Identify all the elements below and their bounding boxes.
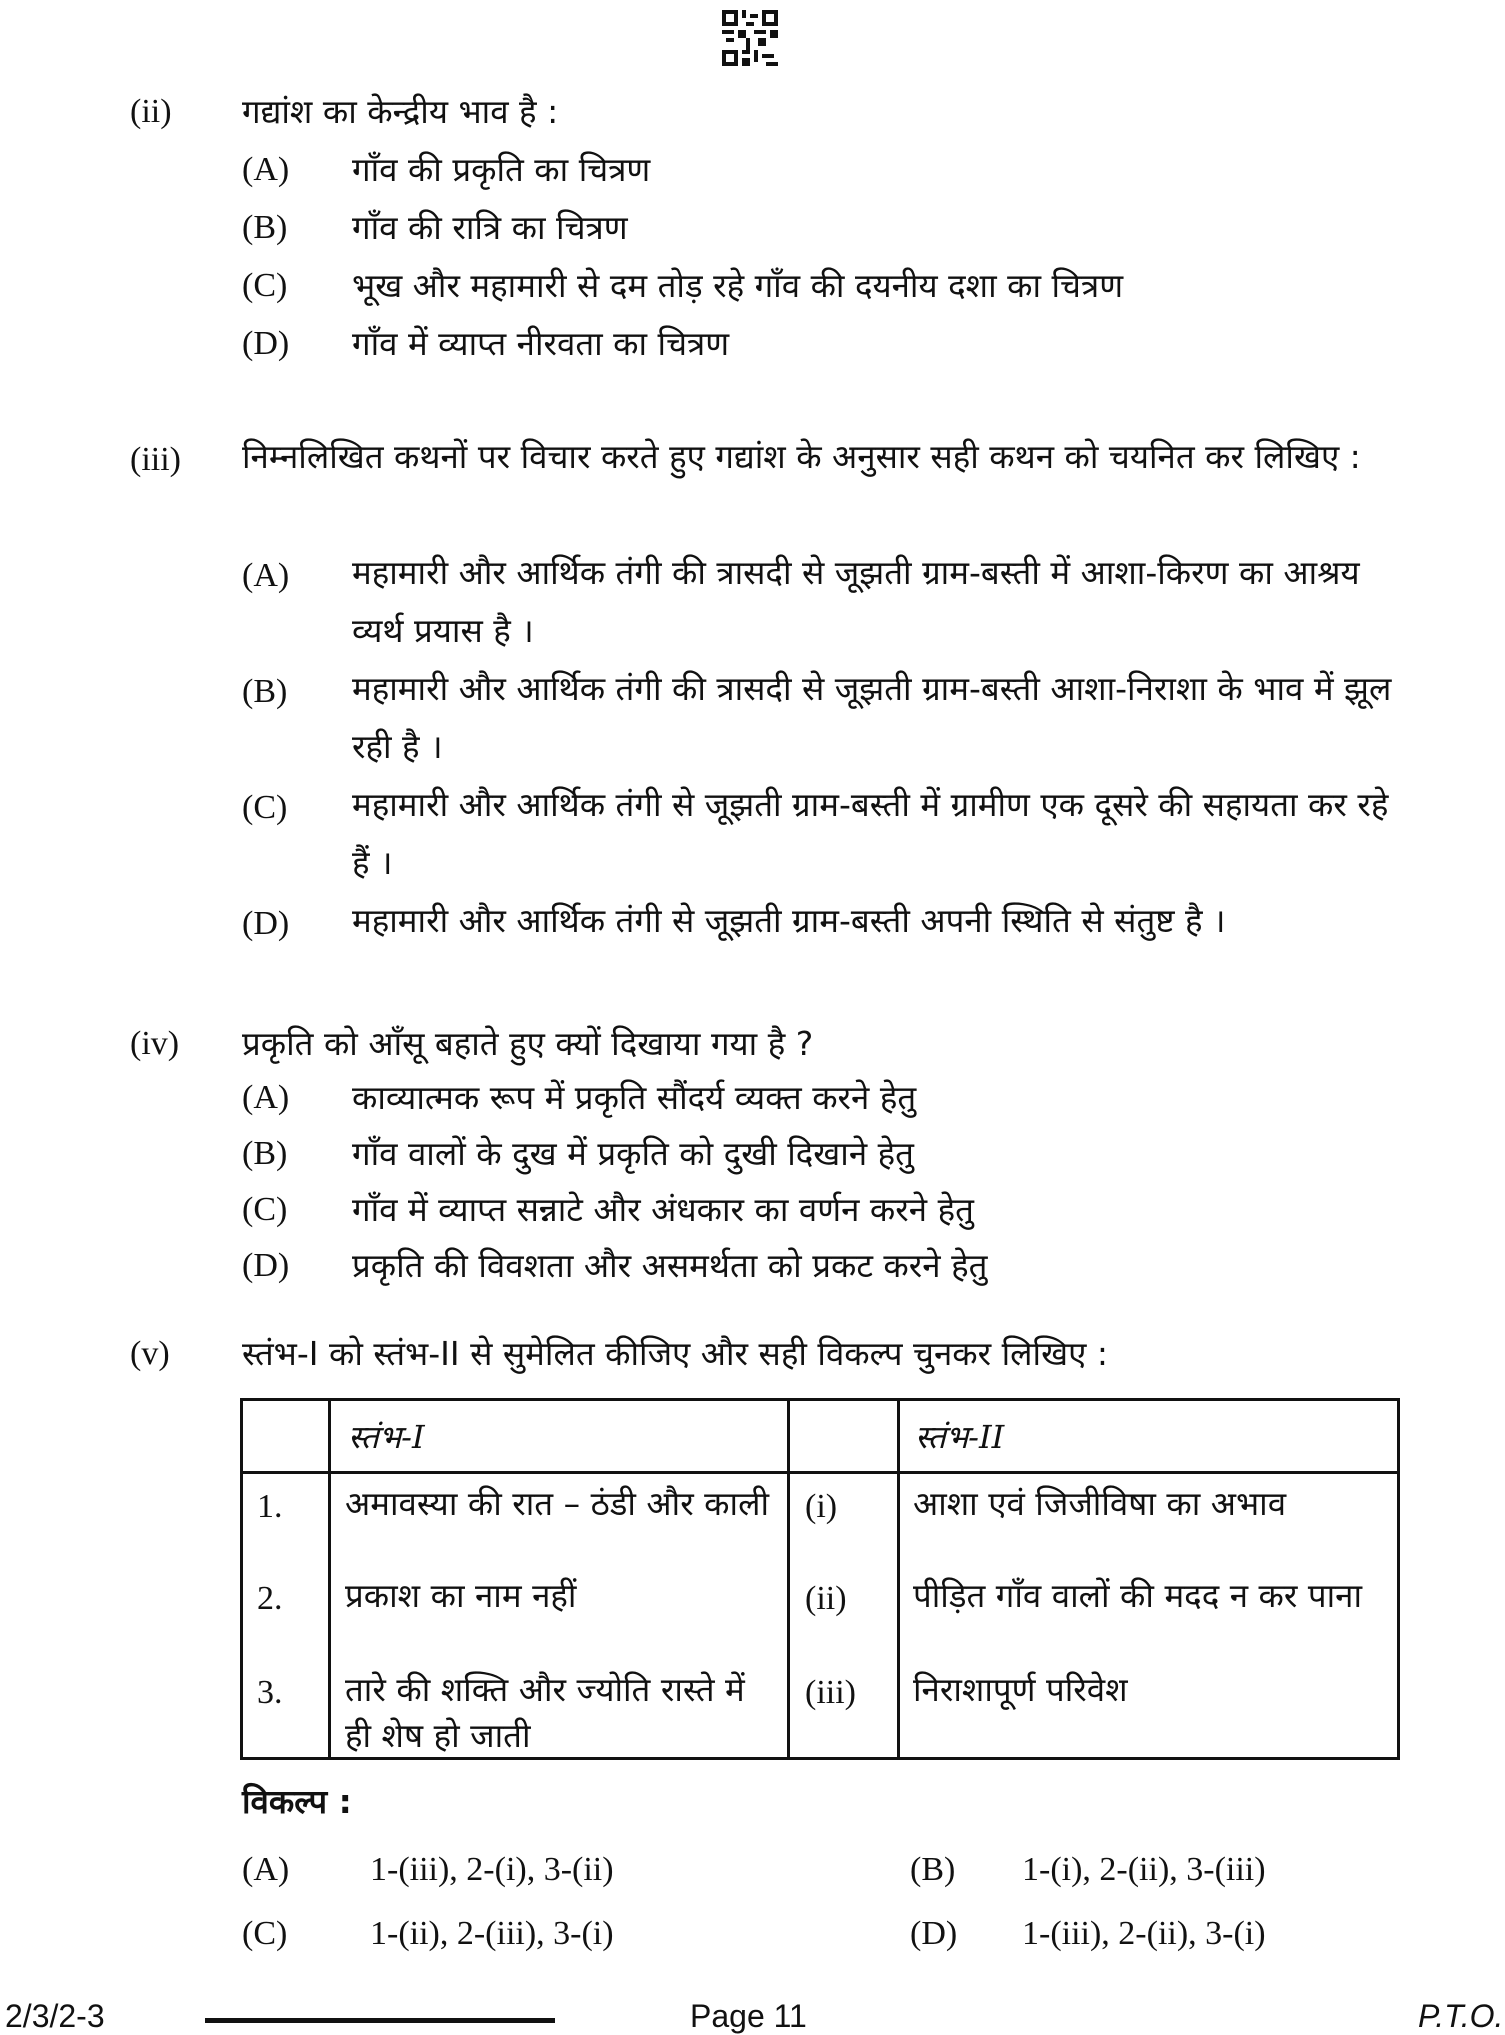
- column-header-1: स्तंभ-I: [348, 1418, 425, 1456]
- table-divider: [897, 1401, 900, 1757]
- choice-text: 1-(iii), 2-(ii), 3-(i): [1022, 1915, 1266, 1952]
- column-2-item: आशा एवं जिजीविषा का अभाव: [913, 1484, 1287, 1523]
- question-number: (iii): [130, 441, 181, 478]
- option-label: (A): [242, 1079, 290, 1116]
- option-label: (C): [242, 1191, 288, 1228]
- option-text: काव्यात्मक रूप में प्रकृति सौंदर्य व्यक्त करने हेतु: [352, 1078, 917, 1117]
- column-header-2: स्तंभ-II: [915, 1418, 1005, 1456]
- question-number: (iv): [130, 1025, 180, 1062]
- choice-text: 1-(i), 2-(ii), 3-(iii): [1022, 1851, 1266, 1888]
- option-label: (D): [242, 325, 290, 362]
- page-number: Page 11: [690, 1998, 807, 2034]
- option-label: (C): [242, 789, 288, 826]
- option-text: गाँव की प्रकृति का चित्रण: [352, 150, 651, 189]
- roman-label: (ii): [805, 1580, 847, 1617]
- question-number: (v): [130, 1335, 170, 1372]
- row-number: 2.: [257, 1580, 283, 1617]
- question-text: प्रकृति को आँसू बहाते हुए क्यों दिखाया गया है ?: [242, 1024, 814, 1063]
- option-label: (B): [242, 1135, 288, 1172]
- option-label: (B): [242, 209, 288, 246]
- option-text: प्रकृति की विवशता और असमर्थता को प्रकट करने हेतु: [352, 1246, 988, 1285]
- option-text: गाँव में व्याप्त सन्नाटे और अंधकार का वर्णन करने हेतु: [352, 1190, 974, 1229]
- question-number: (ii): [130, 93, 172, 130]
- qr-code-icon: [722, 10, 778, 66]
- row-number: 1.: [257, 1488, 283, 1525]
- paper-code: 2/3/2-3: [5, 1998, 105, 2034]
- choice-label: (A): [242, 1851, 290, 1888]
- option-text: महामारी और आर्थिक तंगी से जूझती ग्राम-बस्ती अपनी स्थिति से संतुष्ट है ।: [352, 901, 1226, 940]
- option-label: (D): [242, 1247, 290, 1284]
- table-divider: [787, 1401, 790, 1757]
- table-divider: [243, 1471, 1397, 1474]
- question-text: स्तंभ-I को स्तंभ-II से सुमेलित कीजिए और सही विकल्प चुनकर लिखिए :: [242, 1334, 1108, 1373]
- option-label: (A): [242, 557, 290, 594]
- footer-rule: [205, 2018, 555, 2023]
- option-label: (C): [242, 267, 288, 304]
- column-2-item: पीड़ित गाँव वालों की मदद न कर पाना: [913, 1576, 1363, 1615]
- match-table: [240, 1398, 1400, 1760]
- column-1-item: अमावस्या की रात – ठंडी और काली: [345, 1484, 769, 1523]
- table-divider: [328, 1401, 331, 1757]
- choice-text: 1-(iii), 2-(i), 3-(ii): [370, 1851, 614, 1888]
- column-1-item: प्रकाश का नाम नहीं: [345, 1576, 577, 1615]
- choices-heading: विकल्प :: [242, 1782, 352, 1821]
- choice-label: (B): [910, 1851, 956, 1888]
- pto-label: P.T.O.: [1418, 1998, 1504, 2034]
- roman-label: (i): [805, 1488, 838, 1525]
- question-text: गद्यांश का केन्द्रीय भाव है :: [242, 92, 559, 131]
- option-label: (B): [242, 673, 288, 710]
- option-text: गाँव में व्याप्त नीरवता का चित्रण: [352, 324, 730, 363]
- column-2-item: निराशापूर्ण परिवेश: [913, 1670, 1128, 1709]
- option-text: महामारी और आर्थिक तंगी से जूझती ग्राम-बस्ती में ग्रामीण एक दूसरे की सहायता कर रहे हैं ।: [352, 785, 1389, 882]
- choice-text: 1-(ii), 2-(iii), 3-(i): [370, 1915, 614, 1952]
- column-1-item: तारे की शक्ति और ज्योति रास्ते में ही शेष हो जाती: [345, 1670, 745, 1755]
- option-text: महामारी और आर्थिक तंगी की त्रासदी से जूझती ग्राम-बस्ती में आशा-किरण का आश्रय व्यर्थ प्रयास है ।: [352, 553, 1360, 650]
- option-text: महामारी और आर्थिक तंगी की त्रासदी से जूझती ग्राम-बस्ती आशा-निराशा के भाव में झूल रही है ।: [352, 669, 1392, 766]
- option-text: गाँव की रात्रि का चित्रण: [352, 208, 628, 247]
- option-text: भूख और महामारी से दम तोड़ रहे गाँव की दयनीय दशा का चित्रण: [352, 266, 1124, 305]
- option-text: गाँव वालों के दुख में प्रकृति को दुखी दिखाने हेतु: [352, 1134, 914, 1173]
- option-label: (A): [242, 151, 290, 188]
- choice-label: (C): [242, 1915, 288, 1952]
- question-text: निम्नलिखित कथनों पर विचार करते हुए गद्यांश के अनुसार सही कथन को चयनित कर लिखिए :: [242, 437, 1361, 476]
- roman-label: (iii): [805, 1674, 856, 1711]
- row-number: 3.: [257, 1674, 283, 1711]
- choice-label: (D): [910, 1915, 958, 1952]
- option-label: (D): [242, 905, 290, 942]
